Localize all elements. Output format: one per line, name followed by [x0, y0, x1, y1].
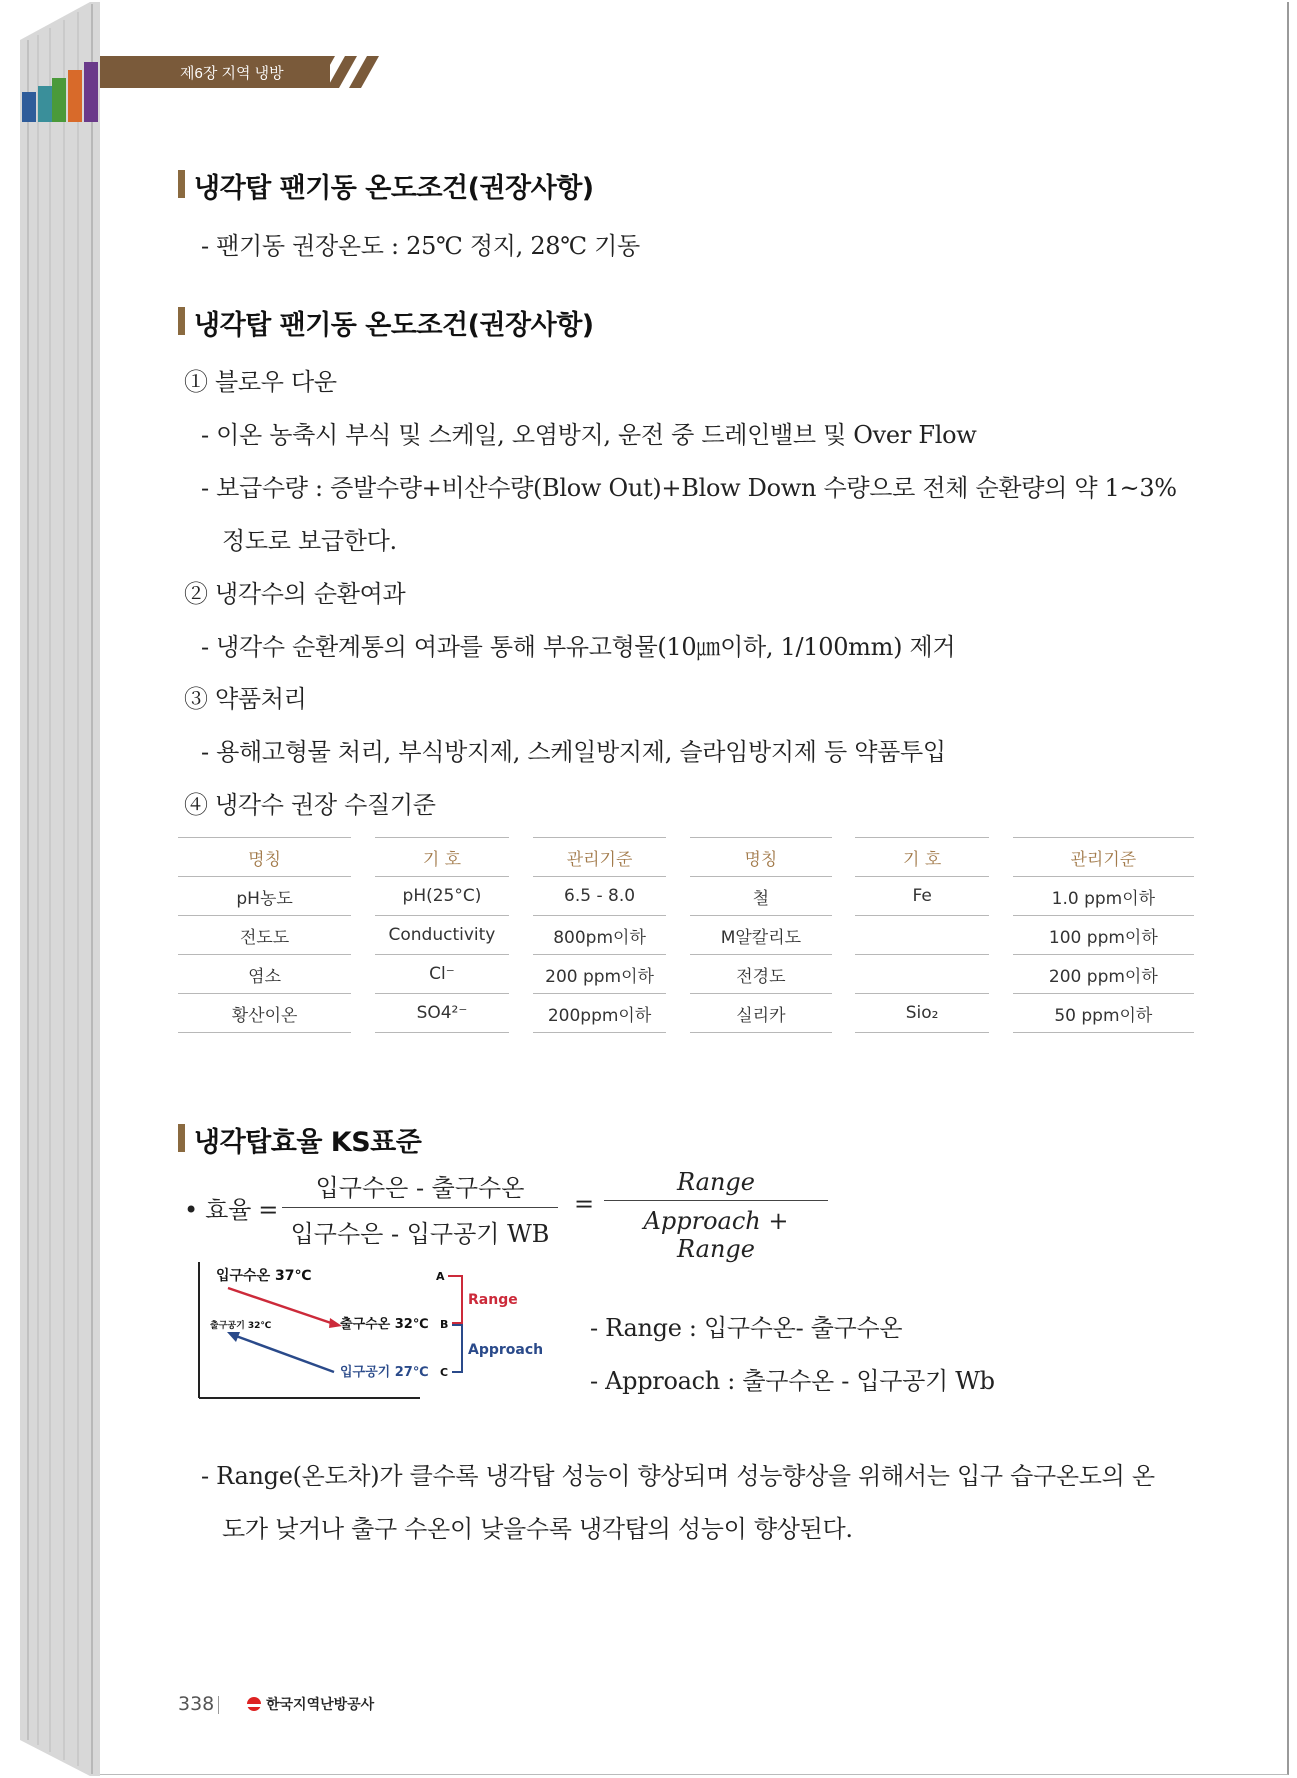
table-header: 명칭: [178, 837, 351, 877]
fraction-denominator: 입구수은 - 입구공기 WB: [290, 1220, 550, 1248]
book-edge-decoration: [20, 0, 102, 1778]
table-row: [178, 994, 1194, 1033]
table-cell: 50 ppm이하: [1013, 994, 1194, 1033]
fan-start-temperature: - 팬기동 권장온도 : 25℃ 정지, 28℃ 기동: [201, 232, 640, 260]
performance-paragraph-1: - Range(온도차)가 클수록 냉각탑 성능이 향상되며 성능향상을 위해서는 입구 습구온도의 온: [201, 1462, 1155, 1490]
range-label: Range: [468, 1292, 518, 1308]
point-label: C: [440, 1366, 449, 1379]
red-arrow-line: [228, 1288, 334, 1324]
chapter-label: 제6장 지역 냉방: [180, 65, 284, 82]
point-label: A: [436, 1270, 445, 1283]
table-header: 관리기준: [1013, 837, 1194, 877]
item-filtration: ② 냉각수의 순환여과: [184, 580, 406, 608]
footer-divider: [218, 1696, 219, 1714]
item-filtration-desc: - 냉각수 순환계통의 여과를 통해 부유고형물(10㎛이하, 1/100mm) 제거: [201, 633, 956, 661]
item-chemical: ③ 약품처리: [184, 685, 307, 713]
fraction-temperatures: [282, 1168, 558, 1249]
table-cell: SO4²⁻: [375, 994, 509, 1033]
item-water-quality: ④ 냉각수 권장 수질기준: [184, 791, 436, 819]
formula-label: • 효율 =: [184, 1196, 279, 1224]
table-cell: 철: [690, 877, 831, 916]
table-cell: pH(25°C): [375, 877, 509, 916]
section-title-fan-start-2: 냉각탑 팬기동 온도조건(권장사항): [178, 303, 594, 342]
fraction-denominator: Approach + Range: [643, 1207, 789, 1263]
item-blow-down-desc-1: - 이온 농축시 부식 및 스케일, 오염방지, 운전 중 드레인밸브 및 Over Flow: [201, 421, 977, 449]
table-header: 기 호: [855, 837, 988, 877]
diagram-label: 출구공기 32℃: [210, 1321, 272, 1331]
table-cell: 염소: [178, 955, 351, 994]
definition-range: - Range : 입구수온- 출구수온: [590, 1314, 903, 1342]
diagram-label: 입구수온 37℃: [216, 1268, 312, 1284]
table-cell: 전경도: [690, 955, 831, 994]
section-title-fan-start-1: 냉각탑 팬기동 온도조건(권장사항): [178, 166, 594, 205]
table-cell: M알칼리도: [690, 916, 831, 955]
table-cell: 6.5 - 8.0: [533, 877, 667, 916]
table-cell: 전도도: [178, 916, 351, 955]
table-cell: pH농도: [178, 877, 351, 916]
water-quality-table: [178, 837, 1194, 1033]
table-header: 기 호: [375, 837, 509, 877]
org-logo-icon: [246, 1696, 262, 1714]
item-chemical-desc: - 용해고형물 처리, 부식방지제, 스케일방지제, 슬라임방지제 등 약품투입: [201, 738, 946, 766]
table-cell: 실리카: [690, 994, 831, 1033]
item-blow-down-desc-2: - 보급수량 : 증발수량+비산수량(Blow Out)+Blow Down 수량으로 전체 순환량의 약 1~3%: [201, 474, 1177, 502]
item-blow-down-desc-3: 정도로 보급한다.: [222, 527, 397, 555]
approach-bracket: [452, 1325, 462, 1372]
table-cell: Fe: [855, 877, 988, 916]
table-cell: 200ppm이하: [533, 994, 667, 1033]
table-header-row: [178, 837, 1194, 877]
section-title-efficiency: 냉각탑효율 KS표준: [178, 1120, 421, 1159]
fraction-numerator: Range: [604, 1168, 828, 1201]
table-cell: [855, 916, 988, 955]
table-cell: 황산이온: [178, 994, 351, 1033]
range-bracket: [448, 1276, 462, 1323]
table-cell: 100 ppm이하: [1013, 916, 1194, 955]
table-cell: Conductivity: [375, 916, 509, 955]
range-approach-diagram: [196, 1262, 556, 1404]
table-row: [178, 955, 1194, 994]
table-cell: Cl⁻: [375, 955, 509, 994]
table-header: 관리기준: [533, 837, 667, 877]
definition-approach: - Approach : 출구수온 - 입구공기 Wb: [590, 1367, 995, 1395]
formula-equals: =: [574, 1190, 594, 1218]
diagram-label: 입구공기 27℃: [340, 1365, 429, 1380]
table-cell: 800pm이하: [533, 916, 667, 955]
diagram-label: 출구수온 32℃: [340, 1317, 429, 1332]
table-cell: 200 ppm이하: [533, 955, 667, 994]
chapter-header: [100, 56, 390, 88]
chapter-stripes-icon: [305, 56, 395, 88]
performance-paragraph-2: 도가 낮거나 출구 수온이 낮을수록 냉각탑의 성능이 향상된다.: [222, 1515, 853, 1543]
fraction-range: [604, 1168, 828, 1263]
table-header: 명칭: [690, 837, 831, 877]
table-cell: 200 ppm이하: [1013, 955, 1194, 994]
table-row: [178, 877, 1194, 916]
blue-arrow-line: [236, 1336, 334, 1372]
item-blow-down: ① 블로우 다운: [184, 368, 337, 396]
fraction-numerator: 입구수은 - 출구수온: [282, 1168, 558, 1208]
table-cell: Sio₂: [855, 994, 988, 1033]
table-cell: [855, 955, 988, 994]
org-name: 한국지역난방공사: [266, 1697, 375, 1713]
page-number: 338: [178, 1693, 215, 1715]
approach-label: Approach: [468, 1342, 544, 1358]
table-cell: 1.0 ppm이하: [1013, 877, 1194, 916]
table-row: [178, 916, 1194, 955]
point-label: B: [440, 1318, 449, 1331]
